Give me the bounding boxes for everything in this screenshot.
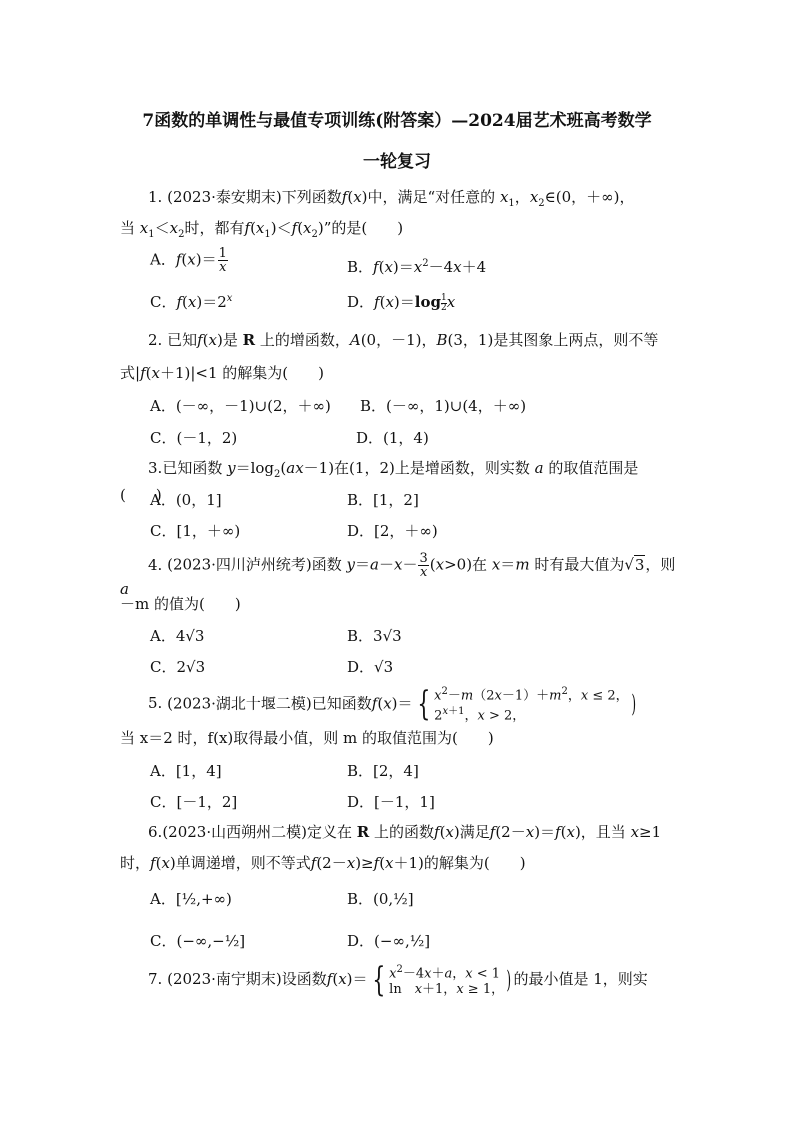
question-1: 1. (2023·泰安期末)下列函数f(x)中，满足“对任意的 $x_1$，$x_2\in(0$，＋∞)， (148, 188, 635, 209)
question-3-option-d: D．[2，＋∞) (347, 522, 438, 540)
question-2-option-d: D．(1，4) (356, 429, 429, 447)
question-5: 5. (2023·湖北十堰二模)已知函数f(x)＝ { $x^2-m(2x-1)+m^2$，x ≤ 2， $2^{x+1}$，x > 2， ) (148, 684, 636, 725)
question-6-option-d: D．(−∞,½] (347, 932, 431, 950)
question-6-option-c: C．(−∞,−½] (150, 932, 246, 950)
question-4-option-d: D．√3 (347, 658, 394, 676)
question-1-cont: 当 $x_1<x_2$时，都有$f(x_1)<f(x_2)$”的是( ) (120, 219, 404, 240)
document-title-line2: 一轮复习 (363, 152, 431, 172)
question-4-option-a: A．4√3 (150, 627, 205, 645)
question-2: 2. 已知f(x)是 R 上的增函数，A(0，－1)，B(3，1)是其图象上两点，则不等 (148, 331, 659, 349)
question-2-option-c: C．(－1，2) (150, 429, 238, 447)
question-4: 4. (2023·四川泸州统考)函数 y＝a－x－ $\frac{3}{x}$ (x>0)在 x＝m 时有最大值为√3，则 a (120, 551, 676, 598)
question-5-cont: 当 x＝2 时，f(x)取得最小值，则 m 的取值范围为( ) (120, 729, 494, 747)
question-6-option-a: A．[½,+∞) (150, 890, 232, 908)
question-5-option-b: B．[2，4] (347, 762, 419, 780)
question-1-option-c: C．$f(x)=2^x$ (150, 293, 233, 311)
question-6: 6.(2023·山西朔州二模)定义在 R 上的函数f(x)满足f(2－x)＝f(x)，且当 x≥1 (148, 823, 662, 841)
question-1-option-b: B．$f(x)=x^2-4x+4$ (347, 258, 487, 276)
question-5-option-d: D．[－1，1] (347, 793, 435, 811)
question-2-option-a: A．(－∞，－1)∪(2，＋∞) (150, 397, 331, 415)
question-7: 7. (2023·南宁期末)设函数f(x)＝ { $x^2-4x+a$，x < 1 ln x＋1，x ≥ 1， ) 的最小值是 1，则实 (148, 960, 648, 1001)
question-6-option-b: B．(0,½] (347, 890, 414, 908)
question-3-option-c: C．[1，＋∞) (150, 522, 241, 540)
question-1-option-d: D．f(x)＝log $\frac{1}{2}x$ (347, 292, 456, 313)
question-4-option-c: C．2√3 (150, 658, 206, 676)
question-5-option-c: C．[－1，2] (150, 793, 238, 811)
question-3: 3.已知函数 $y=\log_2(ax-1)$在(1，2)上是增函数，则实数 a 的取值范围是( ) (120, 459, 639, 504)
question-1-option-a: A．f(x)＝ $\frac{1}{x}$ (150, 246, 227, 275)
question-3-option-a: A．(0，1] (150, 491, 222, 509)
question-4-option-b: B．3√3 (347, 627, 402, 645)
question-2-option-b: B．(－∞，1)∪(4，＋∞) (360, 397, 527, 415)
question-2-cont: 式|f(x＋1)|<1 的解集为( ) (120, 364, 324, 382)
question-4-cont: －m 的值为( ) (120, 595, 241, 613)
question-6-cont: 时，f(x)单调递增，则不等式f(2－x)≥f(x＋1)的解集为( ) (120, 854, 526, 872)
question-3-option-b: B．[1，2] (347, 491, 419, 509)
document-title: 7函数的单调性与最值专项训练(附答案）—2024届艺术班高考数学 (142, 111, 652, 131)
question-5-option-a: A．[1，4] (150, 762, 222, 780)
